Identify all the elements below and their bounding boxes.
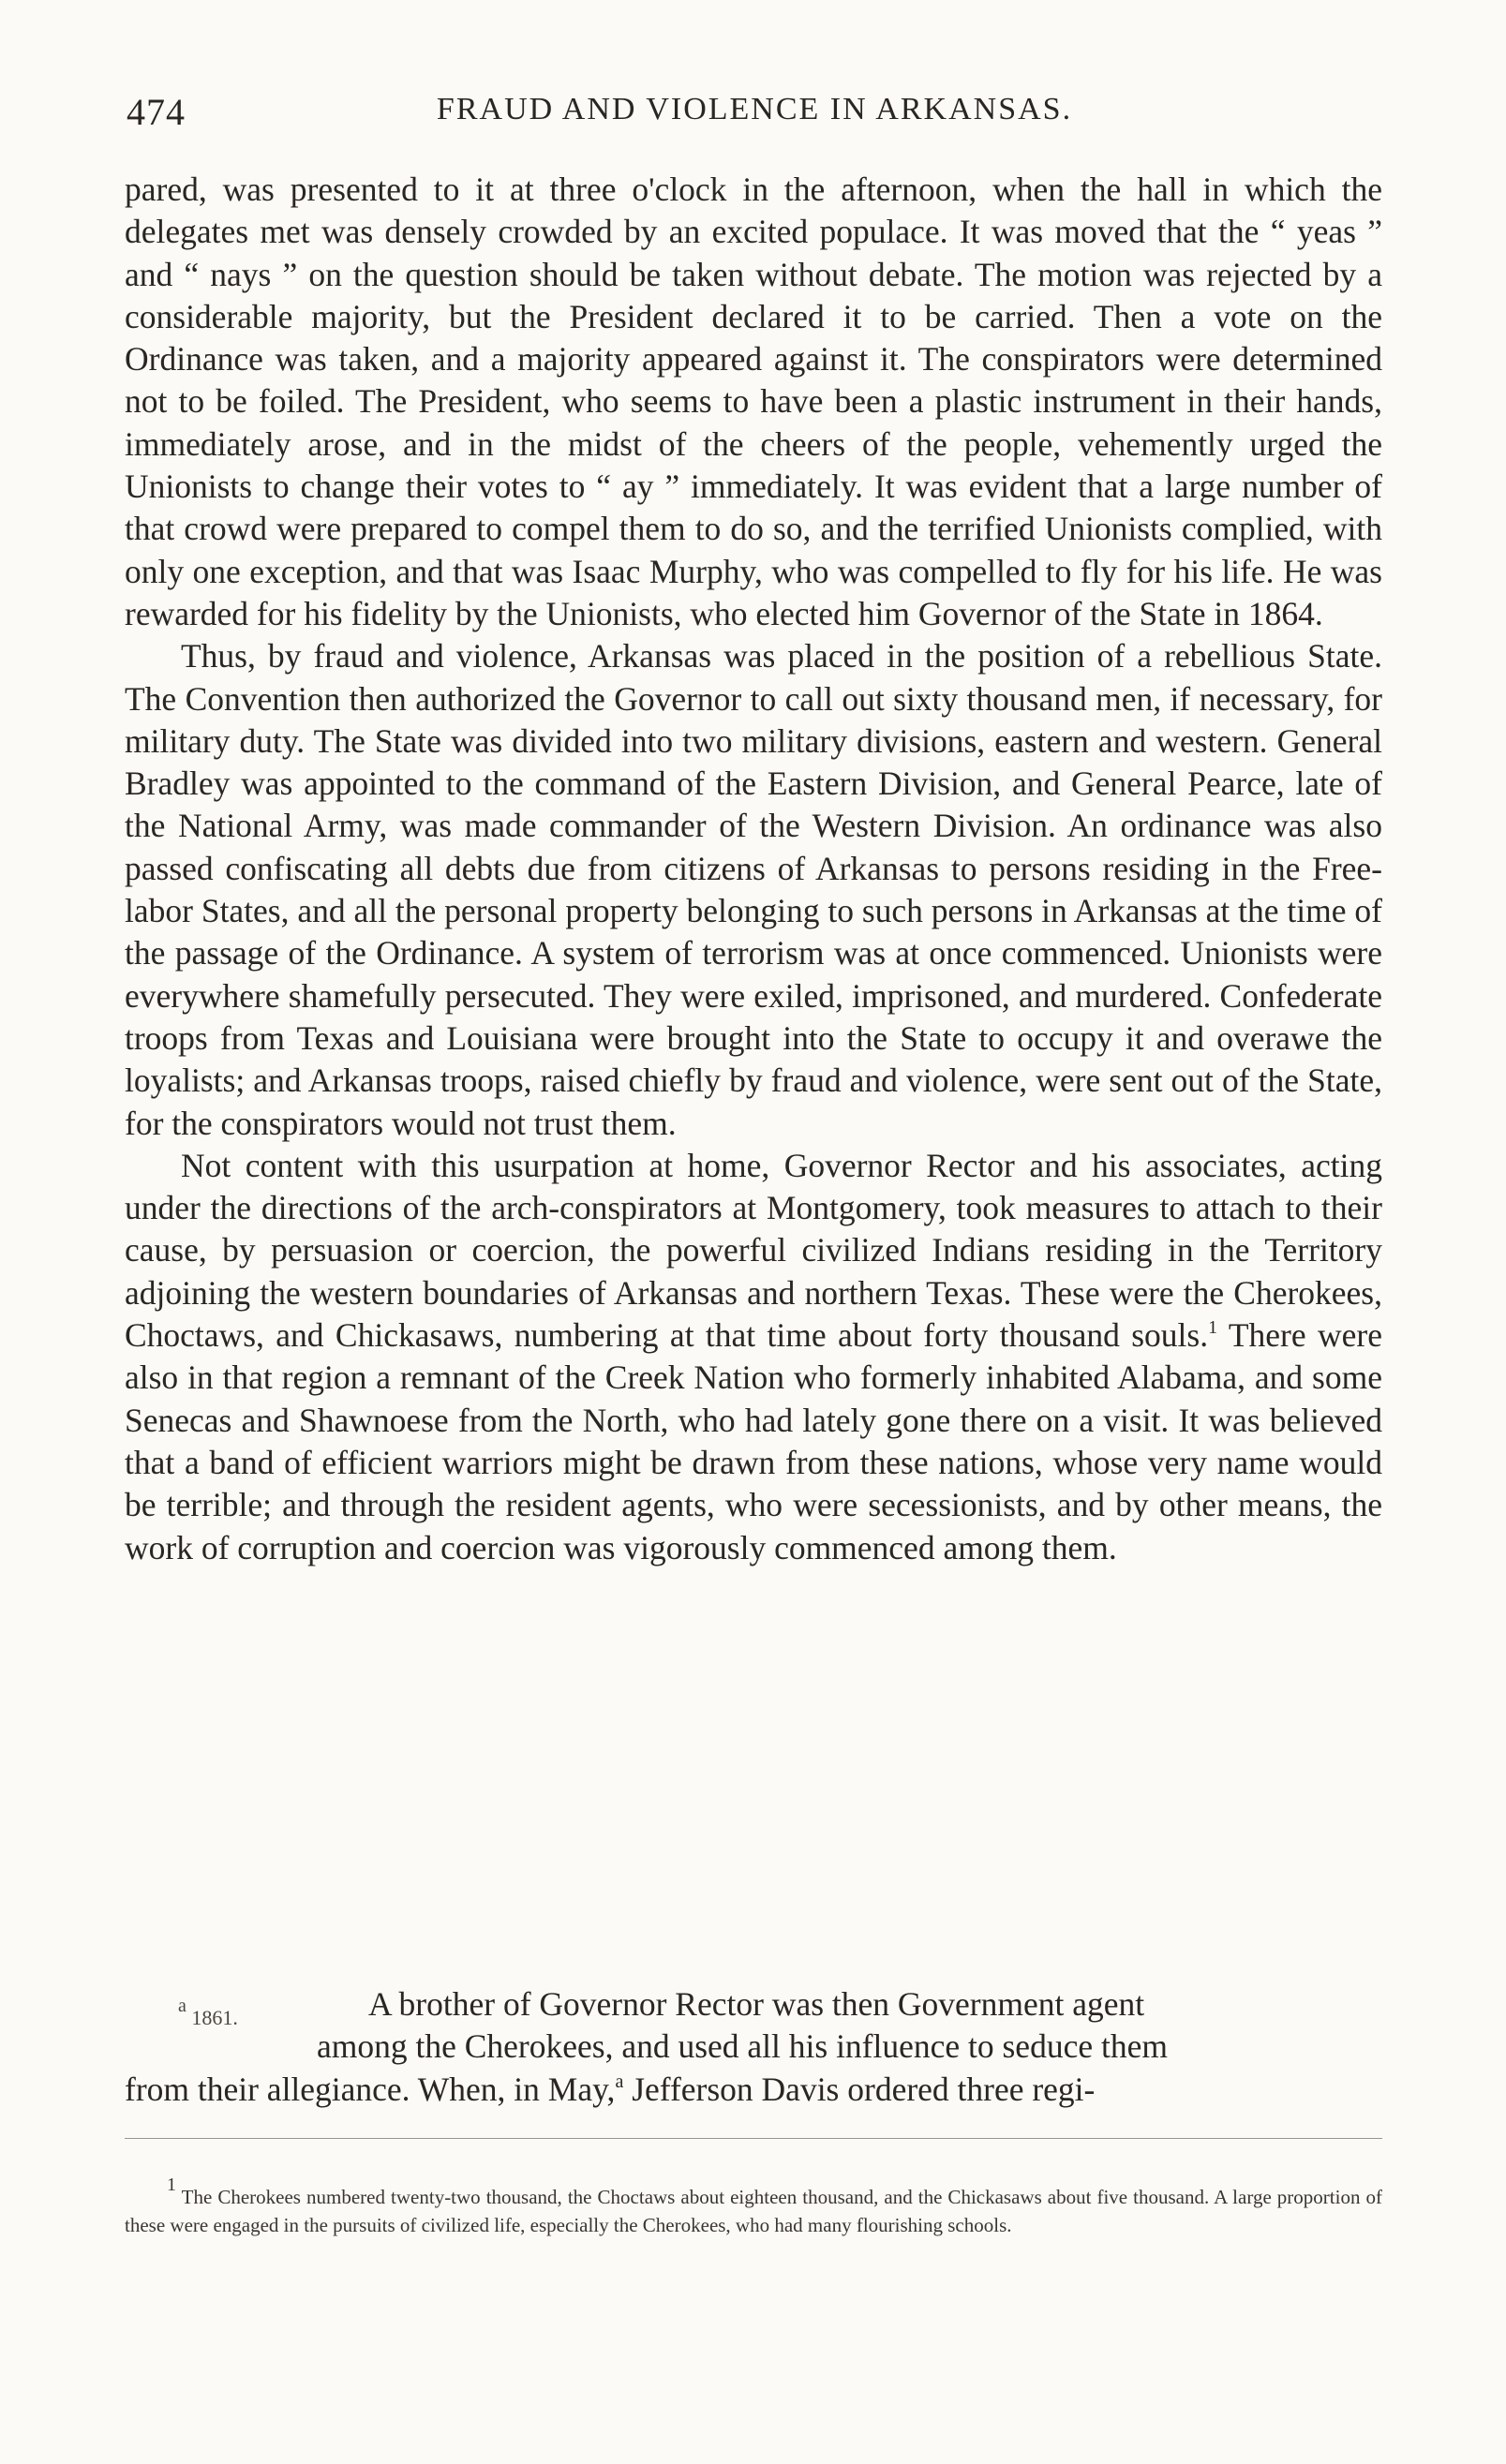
page-number: 474: [127, 91, 186, 133]
paragraph-1: pared, was presented to it at three o'clock in the afternoon, when the hall in which the delegates met was densely crowded by an excited populace. It was moved that the “ yeas ” and “ nays ” on the question should be taken without debate. The motion was rejected by a considerable majority, but the President declared it to be carried. Then a vote on the Ordinance was taken, and a majority appeared against it. The conspirators were determined not to be foiled. The President, who seems to have been a plastic instrument in their hands, immediately arose, and in the midst of the cheers of the people, vehemently urged the Unionists to change their votes to “ ay ” immediately. It was evident that a large number of that crowd were prepared to compel them to do so, and the terrified Unionists complied, with only one exception, and that was Isaac Murphy, who was compelled to fly for his life. He was rewarded for his fidelity by the Unionists, who elected him Governor of the State in 1864.: [125, 171, 1382, 632]
footnote-divider: [125, 2138, 1382, 2139]
footnote-marker: 1: [167, 2175, 176, 2195]
footnote-text: The Cherokees numbered twenty-two thousand, the Choctaws about eighteen thousand, and the Chickasaws about five thousand. A large proportion of these were engaged in the pursuits of civilized life, especially the Cherokees, who had many flourishing schools.: [125, 2186, 1382, 2236]
paragraph-3: [125, 1145, 1382, 1569]
paragraph-4-line-1: A brother of Governor Rector was then Government agent: [368, 1985, 1145, 2023]
marginal-note-text: 1861.: [186, 2006, 238, 2029]
paragraph-2: Thus, by fraud and violence, Arkansas was placed in the position of a rebellious State. The Convention then authorized the Governor to call out sixty thousand men, if necessary, for military duty. The State was divided into two military divisions, eastern and western. General Bradley was appointed to the command of the Eastern Division, and General Pearce, late of the National Army, was made commander of the Western Division. An ordinance was also passed confiscating all debts due from citizens of Arkansas to persons residing in the Free-labor States, and all the personal property belonging to such persons in Arkansas at the time of the passage of the Ordinance. A system of terrorism was at once commenced. Unionists were everywhere shamefully persecuted. They were exiled, imprisoned, and murdered. Confederate troops from Texas and Louisiana were brought into the State to occupy it and overawe the loyalists; and Arkansas troops, raised chiefly by fraud and violence, were sent out of the State, for the conspirators would not trust them.: [125, 637, 1382, 1142]
paragraph-4-line-3: from their allegiance. When, in May,$^a$ Jefferson Davis ordered three regi-: [125, 2070, 1096, 2108]
body-text: [125, 169, 1382, 1569]
date-note-reference: a: [615, 2071, 624, 2092]
paragraph-4: [125, 1983, 1382, 2111]
footnote-reference: 1: [1208, 1317, 1218, 1339]
page-header: [127, 90, 1382, 139]
paragraph-4-line-2: among the Cherokees, and used all his influence to seduce them: [317, 2027, 1168, 2066]
running-title: FRAUD AND VIOLENCE IN ARKANSAS.: [436, 92, 1073, 126]
paragraph-3-text: Not content with this usurpation at home, Governor Rector and his associates, acting under the directions of the arch-conspirators at Montgomery, took measures to attach to their cause, by persuasion or coercion, the powerful civilized Indians residing in the Territory adjoining the western boundaries of Arkansas and northern Texas. These were the Cherokees, Choctaws, and Chickasaws, numbering at that time about forty thousand souls.: [125, 1146, 1382, 1355]
marginal-note-marker: a: [178, 1996, 186, 2016]
footnote: [125, 2175, 1382, 2239]
paragraph-3-continuation: There were also in that region a remnant of the Creek Nation who formerly inhabited Alabama, and some Senecas and Shawnoese from the North, who had lately gone there on a visit. It was believed that a band of efficient warriors might be drawn from these nations, whose very name would be terrible; and through the resident agents, who were secessionists, and by other means, the work of corruption and coercion was vigorously commenced among them.: [125, 1316, 1382, 1566]
